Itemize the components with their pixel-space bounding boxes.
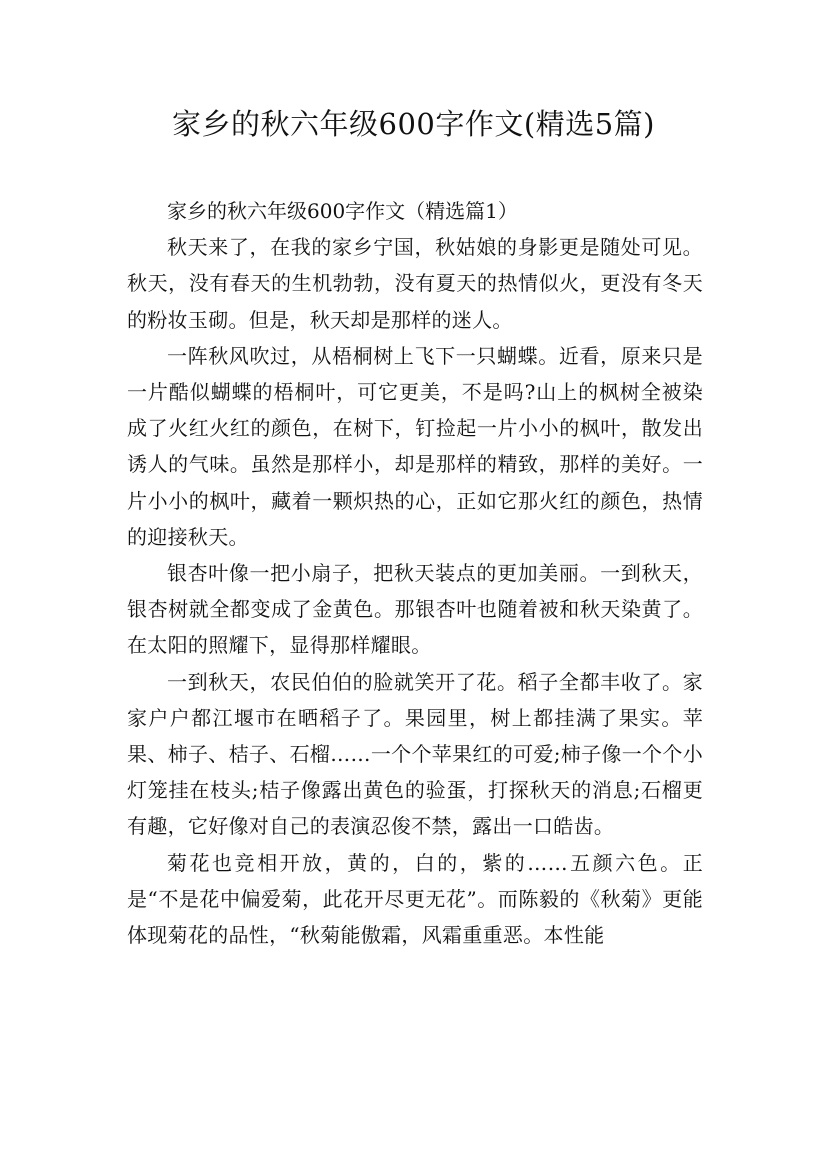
paragraph-3: 银杏叶像一把小扇子，把秋天装点的更加美丽。一到秋天，银杏树就全都变成了金黄色。那银杏叶也随着被和秋天染黄了。在太阳的照耀下，显得那样耀眼。	[127, 561, 703, 658]
paragraph-5: 菊花也竞相开放，黄的，白的，紫的……五颜六色。正是“不是花中偏爱菊，此花开尽更无花”。而陈毅的《秋菊》更能体现菊花的品性，“秋菊能傲霜，风霜重重恶。本性能	[127, 850, 703, 948]
document-body	[127, 193, 703, 953]
paragraph-1: 秋天来了，在我的家乡宁国，秋姑娘的身影更是随处可见。秋天，没有春天的生机勃勃，没有夏天的热情似火，更没有冬天的粉妆玉砌。但是，秋天却是那样的迷人。	[127, 235, 703, 332]
paragraph-2: 一阵秋风吹过，从梧桐树上飞下一只蝴蝶。近看，原来只是一片酷似蝴蝶的梧桐叶，可它更美，不是吗?山上的枫树全被染成了火红火红的颜色，在树下，钉捡起一片小小的枫叶，散发出诱人的气味。虽然是那样小，却是那样的精致，那样的美好。一片小小的枫叶，藏着一颗炽热的心，正如它那火红的颜色，热情的迎接秋天。	[127, 343, 703, 549]
paragraph-4: 一到秋天，农民伯伯的脸就笑开了花。稻子全都丰收了。家家户户都江堰市在晒稻子了。果园里，树上都挂满了果实。苹果、柿子、桔子、石榴……一个个苹果红的可爱;柿子像一个个小灯笼挂在枝头;桔子像露出黄色的验蛋，打探秋天的消息;石榴更有趣，它好像对自己的表演忍俊不禁，露出一口皓齿。	[127, 669, 703, 839]
section-subtitle: 家乡的秋六年级600字作文（精选篇1）	[167, 199, 518, 223]
document-title: 家乡的秋六年级600字作文(精选5篇)	[172, 107, 655, 141]
